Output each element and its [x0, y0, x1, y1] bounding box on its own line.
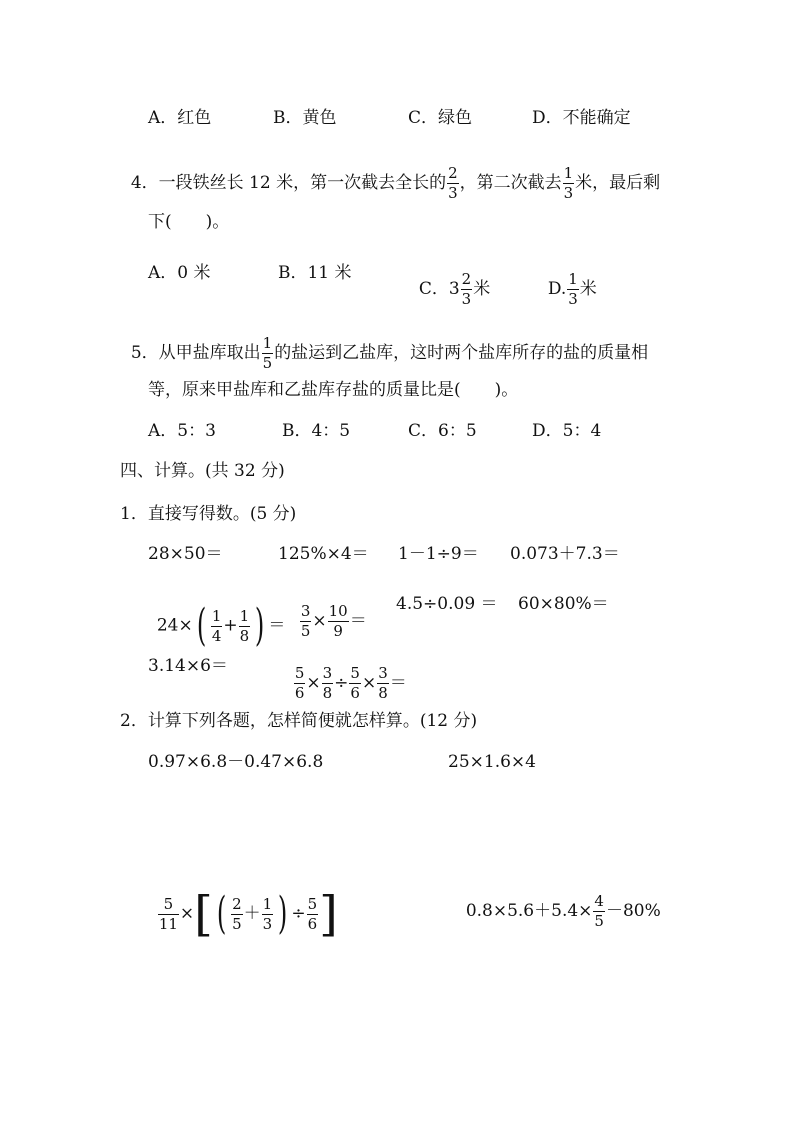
left-bracket: [ [194, 886, 213, 942]
q3-option-d: D．不能确定 [532, 108, 631, 128]
fraction-numerator: 4 [594, 892, 604, 910]
section-heading: 四、计算。(共 32 分) [120, 461, 285, 481]
calc-fraction [593, 894, 605, 929]
calc-text: －80% [605, 901, 661, 921]
calc-fraction [294, 666, 306, 701]
expression-3 [146, 870, 338, 942]
calc-fraction [377, 666, 389, 701]
right-bracket: ] [319, 886, 338, 942]
q4-text-1: 4．一段铁丝长 12 米，第一次截去全长的 [130, 173, 447, 193]
calc-item: 0.073＋7.3＝ [510, 544, 620, 564]
q4-text-2: ，第二次截去 [459, 173, 562, 193]
fraction-denominator: 5 [594, 912, 604, 930]
fraction-numerator: 1 [211, 606, 222, 625]
q4-option-c [408, 252, 490, 307]
calc-item-parenthesized [146, 584, 286, 651]
fraction-numerator: 2 [232, 894, 242, 913]
q4-option-b: B．11 米 [278, 263, 352, 283]
fraction-numerator: 1 [568, 270, 578, 288]
fraction-denominator: 3 [568, 290, 578, 308]
q5-text-2: 的盐运到乙盐库，这时两个盐库所存的盐的质量相 [274, 343, 649, 363]
q3-option-b: B．黄色 [273, 108, 337, 128]
q3-option-c: C．绿色 [408, 108, 473, 128]
fraction-numerator: 2 [448, 164, 458, 182]
operator: + [223, 615, 238, 636]
operator: ＝ [268, 615, 286, 636]
calc-text: 24× [156, 615, 193, 636]
option-prefix: D. [547, 279, 567, 299]
q4-stem-line2: 下( )。 [148, 212, 230, 232]
fraction-denominator: 6 [307, 914, 318, 933]
calc-text: 0.8×5.6＋5.4× [465, 901, 593, 921]
operator: ＋ [243, 903, 261, 924]
right-paren: ) [278, 888, 288, 939]
fraction-numerator: 3 [322, 664, 333, 682]
q4-option-d-fraction [567, 272, 579, 307]
fraction-numerator: 10 [328, 602, 348, 620]
calc-item: 4.5÷0.09 ＝ [396, 594, 498, 614]
calc-item-fraction-chain [282, 646, 407, 701]
q4-text-3: 米，最后剩 [575, 173, 661, 193]
operator: × [306, 673, 321, 693]
fraction-denominator: 5 [232, 914, 242, 933]
calc-fraction [211, 606, 223, 645]
calc-fraction [328, 604, 349, 639]
q5-stem-line1 [120, 316, 648, 371]
q4-fraction-2 [563, 166, 575, 201]
fraction-denominator: 6 [350, 684, 360, 702]
calc-fraction [349, 666, 361, 701]
calc-fraction [307, 894, 319, 933]
calc-fraction [262, 894, 274, 933]
fraction-numerator: 1 [262, 894, 273, 913]
q5-fraction [262, 336, 274, 371]
q4-option-a: A．0 米 [148, 263, 211, 283]
fraction-denominator: 5 [262, 354, 273, 372]
option-prefix: C．3 [418, 279, 460, 299]
fraction-denominator: 8 [322, 684, 333, 702]
fraction-denominator: 9 [333, 622, 343, 640]
q5-option-a: A．5：3 [148, 421, 216, 441]
q5-option-d: D．5：4 [532, 421, 602, 441]
left-paren: ( [216, 888, 227, 939]
q4-option-d [537, 252, 597, 307]
fraction-denominator: 3 [563, 184, 574, 202]
fraction-denominator: 5 [300, 622, 311, 640]
question-2-title: 2．计算下列各题，怎样简便就怎样算。(12 分) [120, 711, 478, 731]
calc-fraction [322, 666, 334, 701]
calc-fraction [300, 604, 312, 639]
calc-item: 60×80%＝ [518, 594, 609, 614]
q4-option-c-fraction [461, 272, 473, 307]
fraction-denominator: 3 [262, 914, 273, 933]
operator: × [312, 611, 327, 631]
fraction-numerator: 5 [350, 664, 360, 682]
operator: × [361, 673, 377, 693]
calc-item: 1－1÷9＝ [398, 544, 479, 564]
calc-fraction [231, 894, 243, 933]
fraction-denominator: 8 [239, 626, 250, 645]
fraction-denominator: 4 [211, 626, 222, 645]
fraction-numerator: 2 [461, 270, 472, 288]
left-paren: ( [196, 600, 207, 651]
option-unit: 米 [473, 279, 491, 299]
fraction-numerator: 1 [239, 606, 250, 625]
fraction-denominator: 11 [158, 914, 178, 933]
calc-item-fraction-product [288, 584, 367, 639]
fraction-numerator: 1 [563, 164, 574, 182]
calc-fraction [239, 606, 251, 645]
fraction-numerator: 5 [158, 897, 179, 915]
fraction-numerator: 3 [300, 602, 311, 620]
q5-option-c: C．6：5 [408, 421, 477, 441]
option-unit: 米 [579, 279, 597, 299]
q4-stem-line1 [120, 146, 660, 201]
fraction-denominator: 3 [461, 290, 472, 308]
expression-1: 0.97×6.8－0.47×6.8 [148, 752, 324, 772]
fraction-denominator: 3 [448, 184, 458, 202]
calc-item: 3.14×6＝ [148, 656, 228, 676]
operator: × [179, 903, 195, 924]
q4-fraction-1 [447, 166, 459, 201]
fraction-denominator: 8 [378, 684, 388, 702]
calc-item: 125%×4＝ [278, 544, 369, 564]
operator: ÷ [291, 903, 306, 924]
q5-text-1: 5．从甲盐库取出 [130, 343, 261, 363]
right-paren: ) [255, 600, 265, 651]
operator: ÷ [334, 673, 349, 693]
operator: ＝ [349, 611, 367, 631]
fraction-numerator: 3 [378, 664, 388, 682]
q5-option-b: B．4：5 [282, 421, 351, 441]
q5-stem-line2: 等，原来甲盐库和乙盐库存盐的质量比是( )。 [148, 380, 519, 400]
fraction-numerator: 5 [307, 894, 318, 913]
question-1-title: 1．直接写得数。(5 分) [120, 504, 297, 524]
q3-option-a: A．红色 [148, 108, 212, 128]
fraction-numerator: 5 [294, 664, 305, 682]
calc-fraction [158, 894, 179, 933]
calc-item: 28×50＝ [148, 544, 223, 564]
expression-4 [455, 874, 661, 929]
fraction-numerator: 1 [262, 334, 273, 352]
expression-2: 25×1.6×4 [448, 752, 536, 772]
fraction-denominator: 6 [294, 684, 305, 702]
operator: ＝ [389, 673, 407, 693]
